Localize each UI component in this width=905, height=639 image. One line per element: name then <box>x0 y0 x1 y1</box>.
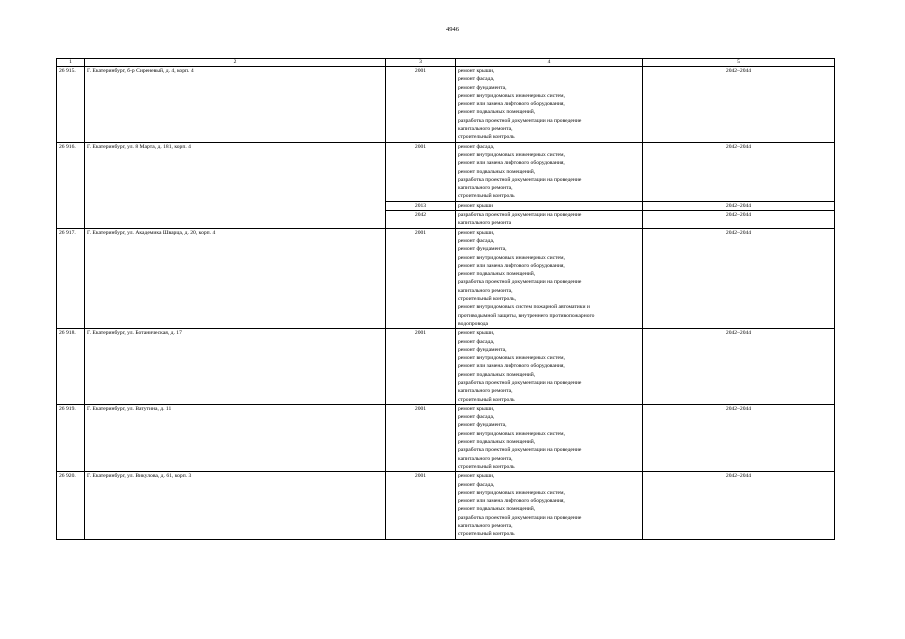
period-cell: 2042–2044 <box>643 67 835 143</box>
work-item: капитального ремонта, <box>458 185 513 192</box>
work-item: ремонт фасада, <box>458 414 495 421</box>
work-item: ремонт внутридомовых инженерных систем, <box>458 355 565 362</box>
works-cell <box>456 67 643 143</box>
year-cell: 2001 <box>386 67 456 143</box>
work-item: строительный контроль <box>458 396 515 403</box>
year-cell: 2001 <box>386 404 456 471</box>
table-row <box>57 67 835 143</box>
work-item: строительный контроль <box>458 134 515 141</box>
period-cell: 2042–2044 <box>643 228 835 329</box>
year-cell: 2001 <box>386 228 456 329</box>
year-cell: 2013 <box>386 201 456 210</box>
work-item: ремонт крыши, <box>458 229 495 236</box>
work-item: ремонт фасада, <box>458 237 495 244</box>
table-row <box>57 142 835 201</box>
work-item: ремонт крыши, <box>458 68 495 74</box>
table-row <box>57 228 835 329</box>
column-header-3: 3 <box>386 59 456 67</box>
period-cell: 2042–2044 <box>643 404 835 471</box>
work-item: капитального ремонта, <box>458 388 513 395</box>
work-item: ремонт подвальных помещений, <box>458 271 536 278</box>
work-item: ремонт или замена лифтового оборудования, <box>458 262 565 269</box>
works-cell <box>456 142 643 201</box>
column-header-1: 1 <box>57 59 85 67</box>
address-cell: Г. Екатеринбург, ул. Ватутина, д. 11 <box>85 404 386 471</box>
works-cell <box>456 228 643 329</box>
year-cell: 2001 <box>386 329 456 405</box>
table-row <box>57 472 835 539</box>
works-cell <box>456 211 643 229</box>
year-cell: 2001 <box>386 142 456 201</box>
work-item: ремонт подвальных помещений, <box>458 109 536 116</box>
address-cell: Г. Екатеринбург, ул. Академика Шварца, д. 20, корп. 4 <box>85 228 386 329</box>
work-item: ремонт крыши, <box>458 330 495 337</box>
row-number: 26 916. <box>57 142 85 228</box>
works-cell <box>456 329 643 405</box>
work-item: разработка проектной документации на проведение <box>458 379 582 386</box>
work-item: ремонт или замена лифтового оборудования, <box>458 160 565 167</box>
work-item: ремонт или замена лифтового оборудования, <box>458 363 565 370</box>
work-item: ремонт подвальных помещений, <box>458 371 536 378</box>
work-item: разработка проектной документации на проведение <box>458 212 582 219</box>
work-item: ремонт фасада, <box>458 143 495 150</box>
table-row <box>57 329 835 405</box>
page-number: 4946 <box>446 26 459 33</box>
work-item: капитального ремонта <box>458 220 512 227</box>
row-number: 26 919. <box>57 404 85 471</box>
work-item: строительный контроль <box>458 531 515 538</box>
work-item: ремонт крыши, <box>458 473 495 480</box>
work-item: ремонт фундамента, <box>458 346 507 353</box>
work-item: ремонт фундамента, <box>458 422 507 429</box>
work-item: ремонт или замена лифтового оборудования, <box>458 101 565 108</box>
work-item: разработка проектной документации на проведение <box>458 117 582 124</box>
year-cell: 2001 <box>386 472 456 539</box>
work-item: капитального ремонта, <box>458 455 513 462</box>
repair-schedule-table <box>56 58 835 540</box>
work-item: строительный контроль <box>458 463 515 470</box>
works-cell <box>456 472 643 539</box>
work-item: водопровода <box>458 320 489 327</box>
work-item: ремонт фасада, <box>458 338 495 345</box>
table-row <box>57 404 835 471</box>
table-header-row <box>57 59 835 67</box>
work-item: ремонт внутридомовых систем пожарной автоматики и <box>458 304 590 311</box>
work-item: ремонт внутридомовых инженерных систем, <box>458 430 565 437</box>
work-item: капитального ремонта, <box>458 287 513 294</box>
work-item: ремонт фундамента, <box>458 246 507 253</box>
work-item: ремонт внутридомовых инженерных систем, <box>458 151 565 158</box>
address-cell: Г. Екатеринбург, ул. 8 Марта, д. 181, корп. 4 <box>85 142 386 228</box>
work-item: ремонт фасада, <box>458 481 495 488</box>
work-item: разработка проектной документации на проведение <box>458 279 582 286</box>
work-item: ремонт фасада, <box>458 76 495 83</box>
work-item: противодымной защиты, внутреннего противопожарного <box>458 312 595 319</box>
address-cell: Г. Екатеринбург, ул. Викулова, д. 61, корп. 3 <box>85 472 386 539</box>
period-cell: 2042–2044 <box>643 142 835 201</box>
work-item: ремонт крыши, <box>458 405 495 412</box>
work-item: ремонт подвальных помещений, <box>458 168 536 175</box>
work-item: капитального ремонта, <box>458 523 513 530</box>
row-number: 26 915. <box>57 67 85 143</box>
column-header-4: 4 <box>456 59 643 67</box>
year-cell: 2042 <box>386 211 456 229</box>
work-item: разработка проектной документации на проведение <box>458 176 582 183</box>
works-cell <box>456 201 643 210</box>
work-item: строительный контроль <box>458 193 515 200</box>
address-cell: Г. Екатеринбург, ул. Ботаническая, д. 17 <box>85 329 386 405</box>
period-cell: 2042–2044 <box>643 329 835 405</box>
work-item: ремонт подвальных помещений, <box>458 439 536 446</box>
column-header-5: 5 <box>643 59 835 67</box>
address-cell: Г. Екатеринбург, б-р Сиреневый, д. 4, корп. 4 <box>85 67 386 143</box>
work-item: разработка проектной документации на проведение <box>458 514 582 521</box>
period-cell: 2042–2044 <box>643 201 835 210</box>
work-item: разработка проектной документации на проведение <box>458 447 582 454</box>
work-item: ремонт или замена лифтового оборудования, <box>458 498 565 505</box>
work-item: ремонт подвальных помещений, <box>458 506 536 513</box>
row-number: 26 918. <box>57 329 85 405</box>
work-item: ремонт крыши <box>458 202 494 209</box>
work-item: ремонт внутридомовых инженерных систем, <box>458 254 565 261</box>
row-number: 26 920. <box>57 472 85 539</box>
works-cell <box>456 404 643 471</box>
column-header-2: 2 <box>85 59 386 67</box>
period-cell: 2042–2044 <box>643 211 835 229</box>
work-item: капитального ремонта, <box>458 126 513 133</box>
row-number: 26 917. <box>57 228 85 329</box>
work-item: ремонт внутридомовых инженерных систем, <box>458 92 565 99</box>
work-item: строительный контроль, <box>458 296 516 303</box>
work-item: ремонт внутридомовых инженерных систем, <box>458 489 565 496</box>
period-cell: 2042–2044 <box>643 472 835 539</box>
table-body <box>57 67 835 540</box>
work-item: ремонт фундамента, <box>458 84 507 91</box>
